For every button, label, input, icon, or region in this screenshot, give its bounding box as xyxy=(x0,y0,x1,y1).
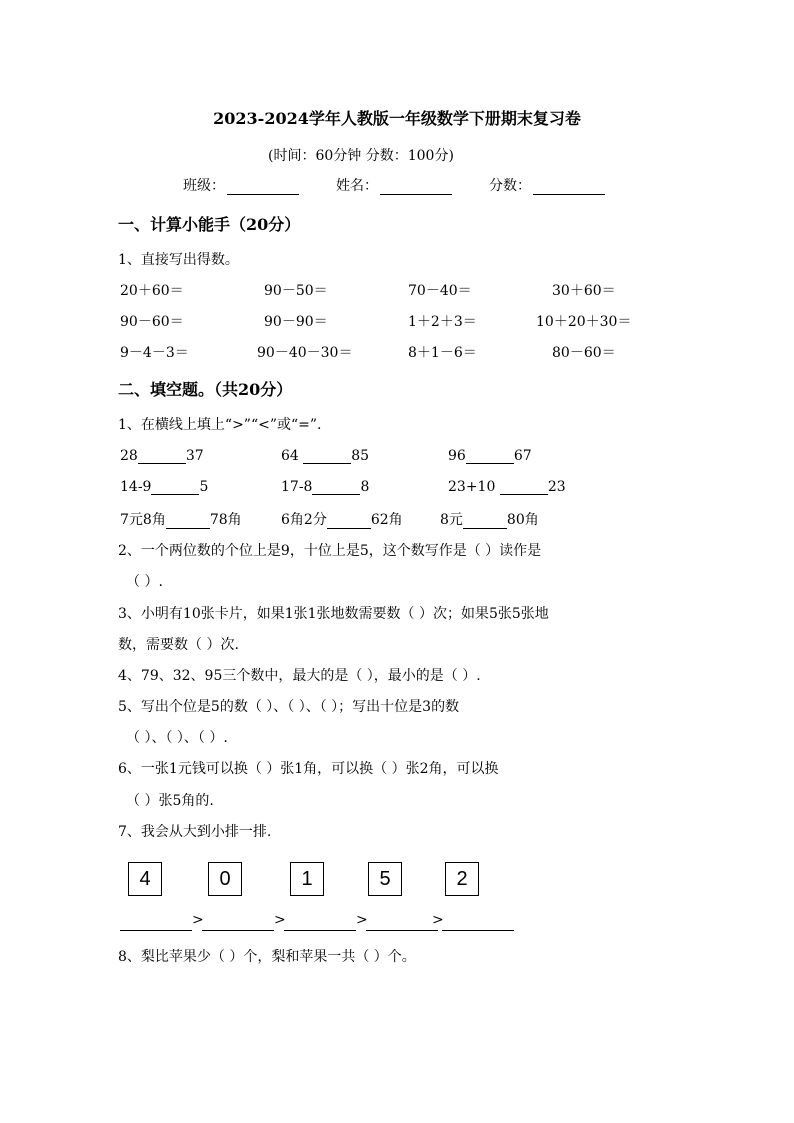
compare-right: 37 xyxy=(185,448,204,464)
digit-card: 5 xyxy=(368,862,402,896)
exam-subtitle: (时间：60分钟 分数：100分) xyxy=(268,148,454,164)
order-blank[interactable] xyxy=(284,914,356,931)
compare-left: 14-9 xyxy=(120,479,152,495)
digit-card: 2 xyxy=(445,862,479,896)
compare-item xyxy=(281,509,403,529)
greater-than-sign: > xyxy=(432,912,444,928)
section1-q1: 1、直接写出得数。 xyxy=(118,252,239,268)
name-blank[interactable] xyxy=(380,178,452,195)
compare-right: 85 xyxy=(351,448,370,464)
class-blank[interactable] xyxy=(227,178,299,195)
name-field xyxy=(336,175,452,195)
compare-left: 8元 xyxy=(440,512,463,528)
compare-right: 67 xyxy=(513,448,532,464)
exam-title: 2023-2024学年人教版一年级数学下册期末复习卷 xyxy=(213,109,581,128)
compare-blank[interactable] xyxy=(138,447,186,464)
section2-q4: 4、79、32、95三个数中，最大的是（ ），最小的是（ ）. xyxy=(118,668,481,684)
compare-left: 64 xyxy=(281,448,304,464)
compare-blank[interactable] xyxy=(312,478,360,495)
calc-item: 70－40＝ xyxy=(408,283,472,299)
compare-left: 96 xyxy=(448,448,466,464)
section2-q3-line2: 数，需要数（ ）次. xyxy=(118,637,239,653)
compare-item xyxy=(448,447,532,464)
compare-blank[interactable] xyxy=(151,478,199,495)
compare-left: 17-8 xyxy=(281,479,313,495)
compare-right: 5 xyxy=(199,479,209,495)
section2-q8: 8、梨比苹果少（ ）个，梨和苹果一共（ ）个。 xyxy=(118,949,416,965)
compare-right: 80角 xyxy=(506,512,539,528)
compare-right: 78角 xyxy=(209,512,242,528)
compare-item xyxy=(448,478,566,495)
section2-heading: 二、填空题。（共20分） xyxy=(118,380,293,399)
class-label: 班级： xyxy=(183,178,225,194)
compare-right: 8 xyxy=(360,479,370,495)
calc-item: 30＋60＝ xyxy=(552,283,616,299)
digit-card: 1 xyxy=(290,862,324,896)
section2-q6-line1: 6、一张1元钱可以换（ ）张1角，可以换（ ）张2角，可以换 xyxy=(118,761,499,777)
compare-item xyxy=(120,447,204,464)
order-blank[interactable] xyxy=(366,914,438,931)
section2-q6-line2: （ ）张5角的. xyxy=(126,793,214,809)
name-label: 姓名： xyxy=(336,178,378,194)
compare-left: 28 xyxy=(120,448,138,464)
section2-q3-line1: 3、小明有10张卡片，如果1张1张地数需要数（ ）次；如果5张5张地 xyxy=(118,606,549,622)
compare-right: 23 xyxy=(547,479,566,495)
compare-left: 6角2分 xyxy=(281,512,327,528)
calc-item: 1＋2＋3＝ xyxy=(408,314,477,330)
section2-q1: 1、在横线上填上“>”“<”或“=”. xyxy=(118,417,322,433)
section2-q5-line1: 5、写出个位是5的数（ ）、（ ）、（ ）；写出十位是3的数 xyxy=(118,699,460,715)
section2-q7: 7、我会从大到小排一排. xyxy=(118,824,272,840)
order-blank[interactable] xyxy=(202,914,274,931)
greater-than-sign: > xyxy=(274,912,286,928)
calc-item: 90－50＝ xyxy=(264,283,328,299)
section2-q5-line2: （ ）、（ ）、（ ）. xyxy=(126,730,228,746)
compare-item xyxy=(281,447,369,464)
compare-blank[interactable] xyxy=(166,512,210,529)
calc-item: 90－90＝ xyxy=(264,314,328,330)
compare-blank[interactable] xyxy=(463,512,507,529)
compare-blank[interactable] xyxy=(500,478,548,495)
compare-item xyxy=(120,509,242,529)
compare-left: 23+10 xyxy=(448,479,500,495)
calc-item: 8＋1－6＝ xyxy=(408,345,477,361)
compare-item xyxy=(281,478,369,495)
compare-item xyxy=(440,509,539,529)
digit-card: 4 xyxy=(128,862,162,896)
score-blank[interactable] xyxy=(533,178,605,195)
section1-heading: 一、计算小能手（20分） xyxy=(118,215,301,234)
order-blank[interactable] xyxy=(442,914,514,931)
compare-right: 62角 xyxy=(370,512,403,528)
calc-item: 9－4－3＝ xyxy=(120,345,189,361)
score-field xyxy=(489,175,605,195)
digit-card: 0 xyxy=(208,862,242,896)
section2-q2-line2: （ ）. xyxy=(126,574,163,590)
compare-blank[interactable] xyxy=(466,447,514,464)
section2-q2-line1: 2、一个两位数的个位上是9，十位上是5，这个数写作是（ ）读作是 xyxy=(118,543,542,559)
greater-than-sign: > xyxy=(192,912,204,928)
calc-item: 80－60＝ xyxy=(552,345,616,361)
class-field xyxy=(183,175,299,195)
compare-item xyxy=(120,478,208,495)
calc-item: 90－40－30＝ xyxy=(257,345,353,361)
calc-item: 20＋60＝ xyxy=(120,283,184,299)
compare-blank[interactable] xyxy=(303,447,351,464)
score-label: 分数： xyxy=(489,178,531,194)
compare-blank[interactable] xyxy=(327,512,371,529)
compare-left: 7元8角 xyxy=(120,512,166,528)
greater-than-sign: > xyxy=(356,912,368,928)
order-blank[interactable] xyxy=(120,914,192,931)
calc-item: 90－60＝ xyxy=(120,314,184,330)
calc-item: 10＋20＋30＝ xyxy=(536,314,632,330)
